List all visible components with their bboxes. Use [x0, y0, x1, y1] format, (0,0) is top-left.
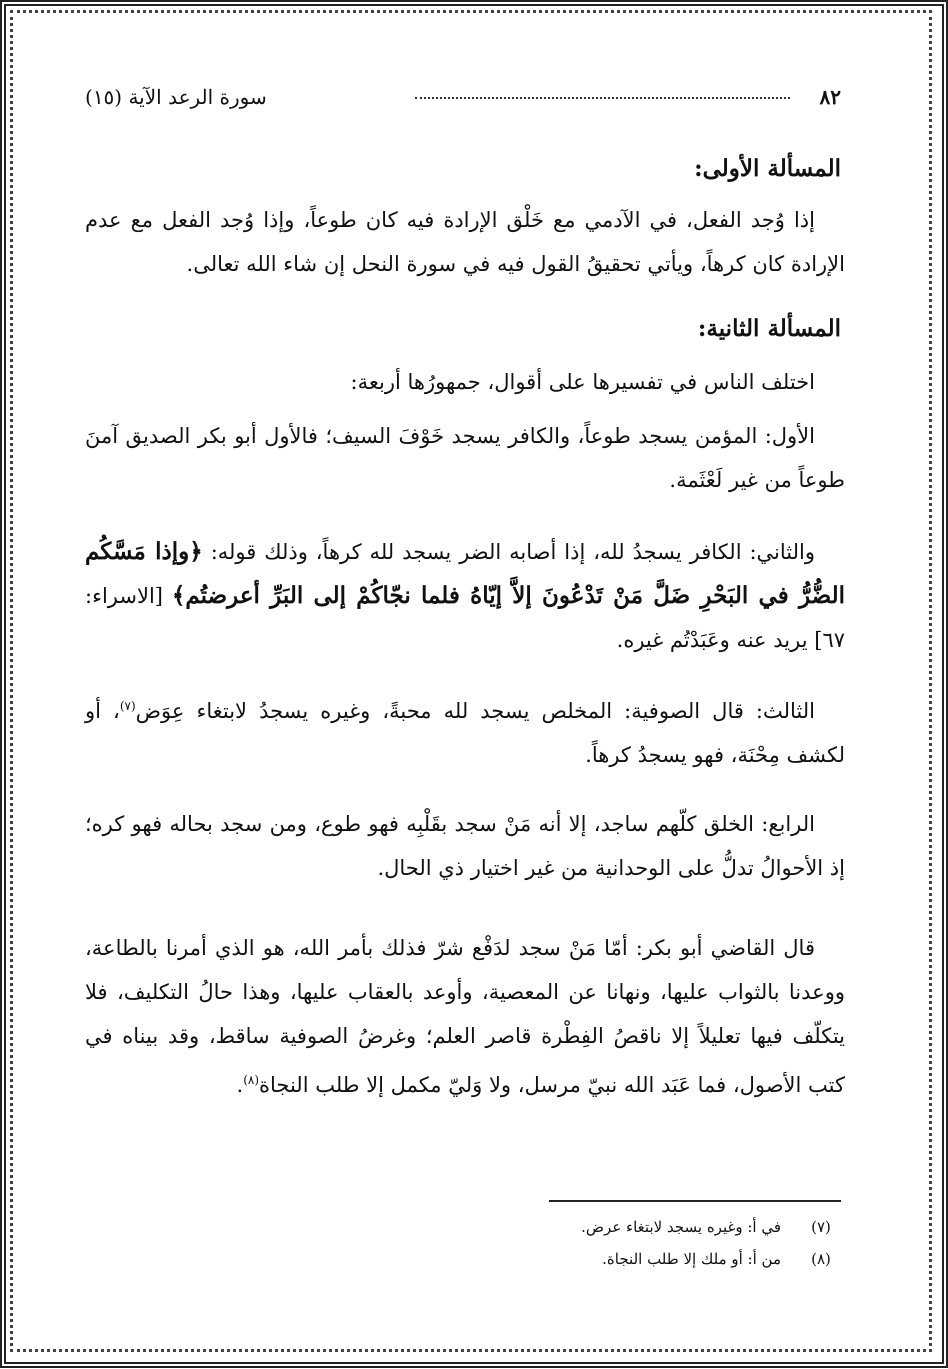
footnote-text: في أ: وغيره يسجد لابتغاء عرض.	[581, 1218, 781, 1236]
quran-verse: ﴿وإذا مَسَّكُم الضُّرُّ في البَحْرِ ضَلَّ مَنْ تَدْعُونَ إلاَّ إيّاهُ فلما نجّاكُمْ إلى البَرِّ أعرضتُم﴾	[85, 538, 845, 609]
paragraph-intro: اختلف الناس في تفسيرها على أقوال، جمهورُها أربعة:	[350, 370, 815, 394]
paragraph-third-opinion	[85, 684, 845, 777]
header-leader-dots	[415, 97, 790, 99]
footnote-7	[581, 1218, 841, 1236]
section-heading-first: المسألة الأولى:	[694, 155, 841, 182]
third-opinion-text: الثالث: قال الصوفية: المخلص يسجد لله محبةً، وغيره يسجدُ لابتغاء عِوَض	[135, 699, 815, 723]
third-opinion-text-end: ، أو لكشف مِحْنَة، فهو يسجدُ كرهاً.	[85, 699, 845, 767]
footnote-8	[602, 1250, 841, 1268]
verse-reference: [الاسراء: ٦٧] يريد عنه وعَبَدْتُم غيره.	[85, 584, 845, 652]
paragraph-first-issue: إذا وُجد الفعل، في الآدمي مع خَلْق الإرادة فيه كان طوعاً، وإذا وُجد الفعل مع عدم الإرادة كان كرهاً، ويأتي تحقيقُ القول فيه في سورة النحل إن شاء الله تعالى.	[85, 208, 845, 276]
qadi-text-end: .	[236, 1073, 244, 1097]
footnote-divider	[549, 1200, 841, 1202]
header-title: سورة الرعد الآية (١٥)	[85, 85, 267, 109]
footnote-number: (٧)	[811, 1218, 831, 1236]
paragraph-qadi	[85, 926, 845, 1107]
footnote-text: من أ: أو ملك إلا طلب النجاة.	[602, 1250, 781, 1268]
footnote-number: (٨)	[811, 1250, 831, 1268]
page-number: ٨٢	[819, 85, 841, 109]
paragraph-second-opinion	[85, 530, 845, 662]
qadi-text: قال القاضي أبو بكر: أمّا مَنْ سجد لدَفْع شرّ فذلك بأمر الله، هو الذي أمرنا بالطاعة، ووعدنا بالثواب عليها، ونهانا عن المعصية، وأوعد بالعقاب عليها، وهذا حالُ التكليف، فلا يتكلّف فيها تعليلاً إلا ناقصُ الفِطْرة قاصر العلم؛ وغرضُ الصوفية ساقط، وقد بيناه في كتب الأصول، فما عَبَد الله نبيّ مرسل، ولا وَليّ مكمل إلا طلب النجاة	[85, 936, 845, 1097]
footnote-ref-7: (٧)	[119, 699, 136, 713]
second-opinion-lead: والثاني: الكافر يسجدُ لله، إذا أصابه الضر يسجد لله كرهاً، وذلك قوله:	[210, 540, 815, 564]
paragraph-first-opinion: الأول: المؤمن يسجد طوعاً، والكافر يسجد خَوْفَ السيف؛ فالأول أبو بكر الصديق آمنَ طوعاً من غير لَعْثَمة.	[85, 424, 845, 492]
footnote-ref-8: (٨)	[243, 1073, 260, 1087]
running-header	[85, 82, 845, 112]
paragraph-fourth-opinion: الرابع: الخلق كلّهم ساجد، إلا أنه مَنْ سجد بقَلْبِه فهو طوع، ومن سجد بحاله فهو كره؛ إذ الأحوالُ تدلُّ على الوحدانية من غير اختيار ذي الحال.	[85, 812, 845, 880]
section-heading-second: المسألة الثانية:	[697, 315, 841, 342]
